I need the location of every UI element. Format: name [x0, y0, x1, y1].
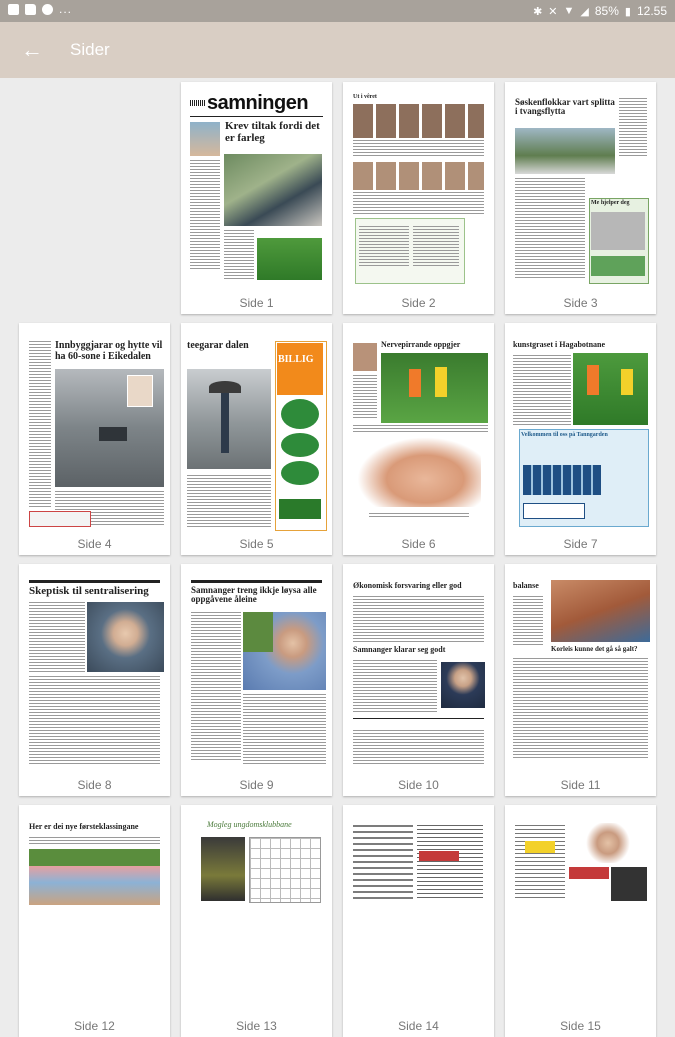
clock: 12.55 [636, 4, 667, 18]
page-headline-2: Samnanger klarar seg godt [353, 645, 446, 654]
page-thumbnail [511, 88, 650, 288]
page-label: Side 4 [77, 537, 112, 551]
page-label: Side 12 [74, 1019, 115, 1033]
page-headline: Her er dei nye førsteklassingane [29, 822, 139, 831]
system-icons [533, 4, 667, 18]
ad-headline: Velkommen til oss på Tanngarden [521, 432, 608, 438]
page-label: Side 9 [239, 778, 274, 792]
page-headline: Nervepirrande oppgjer [381, 340, 461, 349]
page-thumbnail [511, 570, 650, 770]
signal-icon: ◢ [580, 5, 589, 18]
page-card[interactable] [181, 82, 332, 314]
page-card[interactable] [181, 564, 332, 796]
page-headline: Innbyggjarar og hytte vil ha 60-sone i Eikedalen [55, 340, 163, 362]
more-notifications: ... [59, 2, 73, 16]
page-card[interactable] [181, 805, 332, 1037]
chat-icon [42, 4, 53, 15]
page-card[interactable] [343, 564, 494, 796]
page-card[interactable] [505, 805, 656, 1037]
page-headline: balanse [513, 581, 539, 590]
wifi-icon: ▼ [563, 5, 575, 17]
page-card[interactable] [505, 323, 656, 555]
page-grid [0, 78, 675, 1033]
page-headline: Mogleg ungdomsklubbane [207, 820, 292, 829]
page-card[interactable] [343, 805, 494, 1037]
page-card[interactable] [343, 82, 494, 314]
page-thumbnail [511, 811, 650, 1011]
battery-level: 85% [594, 4, 619, 18]
page-label: Side 13 [236, 1019, 277, 1033]
app-bar [0, 22, 675, 78]
page-label: Side 7 [563, 537, 598, 551]
page-label: Side 10 [398, 778, 439, 792]
page-headline: Ut i vêret [353, 94, 377, 100]
page-label: Side 6 [401, 537, 436, 551]
page-thumbnail [187, 570, 326, 770]
page-card[interactable] [19, 564, 170, 796]
page-headline: Skeptisk til sentralisering [29, 585, 149, 597]
page-title: Sider [70, 40, 110, 59]
page-label: Side 11 [560, 778, 601, 792]
ad-headline: Me hjelper deg [591, 200, 630, 206]
page-headline: Søskenflokkar vart splitta i tvangsflytta [515, 97, 615, 117]
page-label: Side 1 [239, 296, 274, 310]
page-thumbnail [349, 811, 488, 1011]
page-thumbnail [25, 570, 164, 770]
page-thumbnail [187, 811, 326, 1011]
page-thumbnail [25, 811, 164, 1011]
page-label: Side 14 [398, 1019, 439, 1033]
page-label: Side 15 [560, 1019, 601, 1033]
bluetooth-icon: ✱ [533, 5, 543, 18]
page-headline: kunstgraset i Hagabotnane [513, 340, 606, 349]
page-label: Side 5 [239, 537, 274, 551]
page-label: Side 2 [401, 296, 436, 310]
back-arrow-icon[interactable]: ← [21, 37, 43, 62]
page-card[interactable] [19, 805, 170, 1037]
page-card[interactable] [19, 323, 170, 555]
page-label: Side 8 [77, 778, 112, 792]
folder-icon [25, 4, 36, 15]
page-thumbnail [349, 329, 488, 529]
battery-icon: ▮ [624, 5, 631, 18]
ad-headline: BILLIG [278, 354, 314, 365]
notification-icons [8, 4, 72, 15]
page-thumbnail [25, 329, 164, 529]
image-icon [8, 4, 19, 15]
page-headline: Samnanger treng ikkje løysa alle oppgåvene åleine [191, 585, 317, 605]
page-card[interactable] [505, 564, 656, 796]
status-bar [0, 0, 675, 22]
page-headline: Krev tiltak fordi det er farleg [225, 120, 320, 144]
page-card[interactable] [505, 82, 656, 314]
page-headline: teegarar dalen [187, 340, 249, 351]
mute-icon: ✕ [548, 5, 558, 18]
page-card[interactable] [181, 323, 332, 555]
masthead: samningen [207, 92, 309, 114]
page-headline: Økonomisk forsvaring eller god [353, 581, 462, 590]
page-thumbnail [511, 329, 650, 529]
page-headline-2: Korleis kunne det gå så galt? [551, 645, 638, 653]
page-card[interactable] [343, 323, 494, 555]
page-thumbnail [349, 88, 488, 288]
page-thumbnail [349, 570, 488, 770]
page-thumbnail [187, 329, 326, 529]
page-label: Side 3 [563, 296, 598, 310]
page-thumbnail [187, 88, 326, 288]
